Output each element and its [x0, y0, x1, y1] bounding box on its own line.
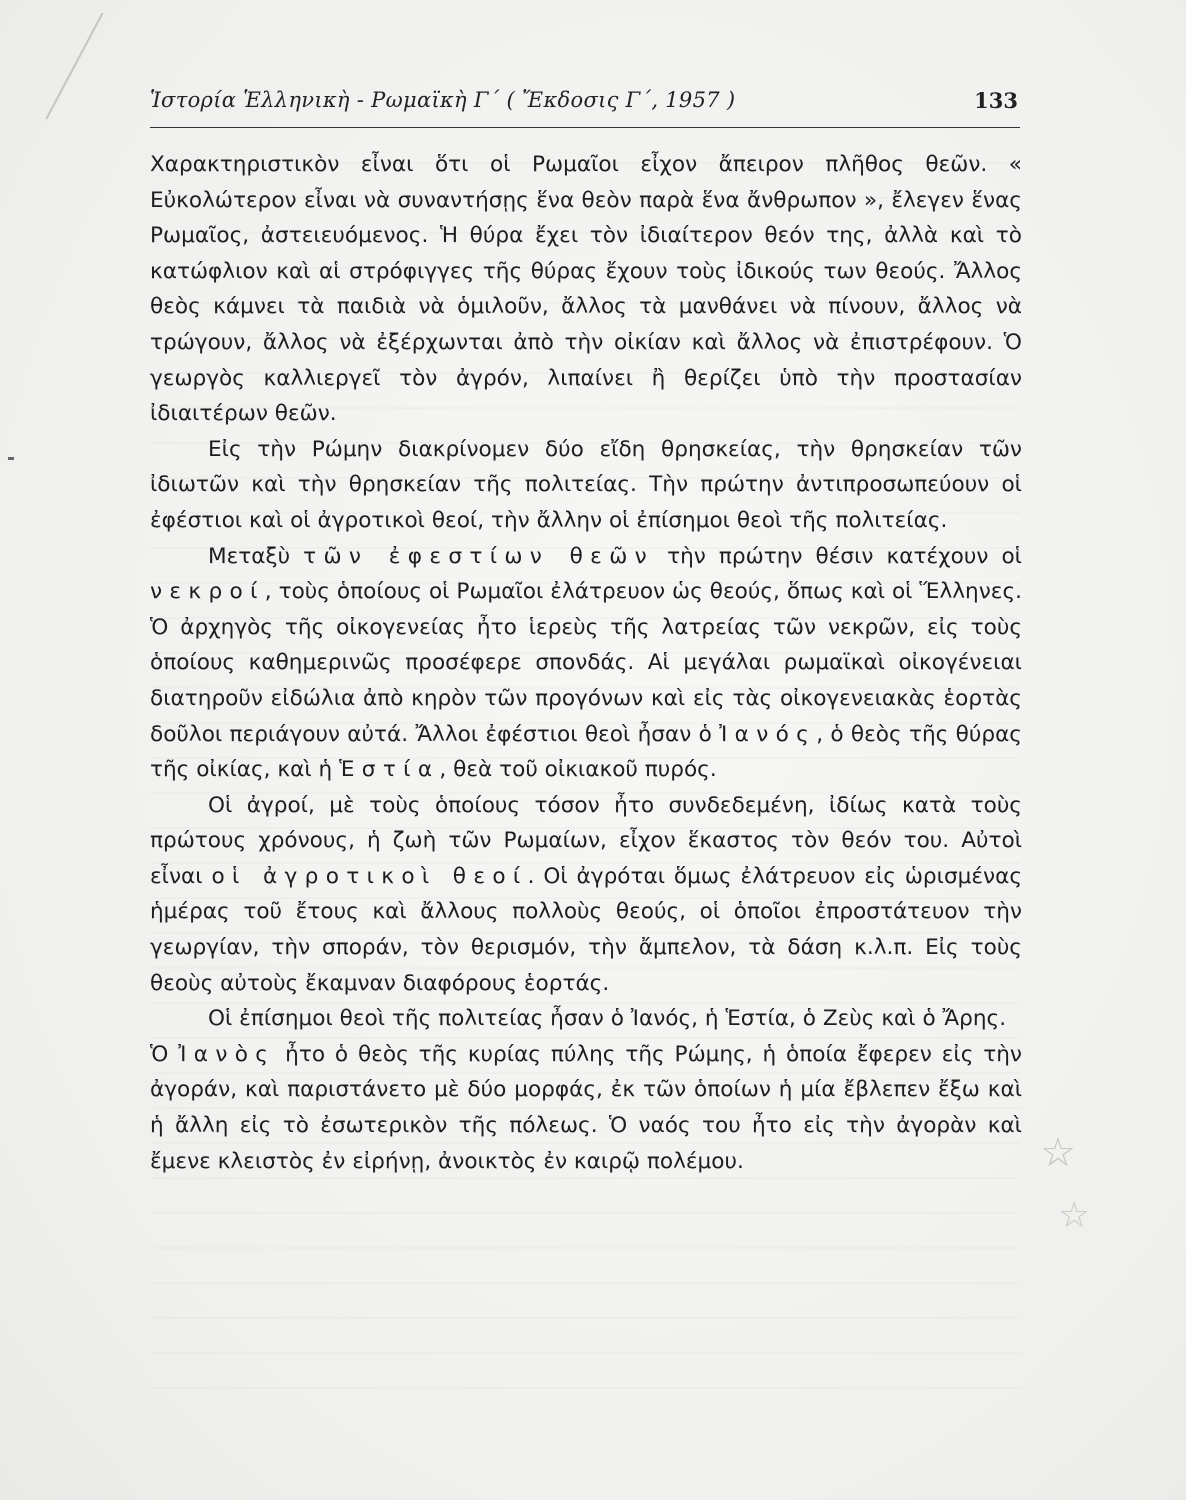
paragraph-text: , ὁ θεὸς τῆς θύρας τῆς οἰκίας, καὶ ἡ: [150, 721, 1022, 783]
paragraph-text: . Οἱ ἀγρόται ὅμως ἐλάτρευον εἰς ὡρισμένας ἡμέρας τοῦ ἔτους καὶ ἄλλους πολλοὺς θεούς, οἱ ὁποῖοι ἐπροστάτευον τὴν γεωργίαν, τὴν σποράν, τὸν θερισμόν, τὴν ἄμπελον, τὰ δάση κ.λ.π. Εἰς τοὺς θεοὺς αὐτοὺς ἔκαμναν διαφόρους ἑορτάς.: [150, 863, 1023, 996]
paragraph: [150, 539, 1022, 788]
margin-dash-mark: [8, 457, 14, 460]
paper-scuff-mark: [45, 12, 156, 147]
paragraph: [150, 432, 1022, 539]
paragraph-text: Μεταξὺ: [208, 543, 304, 569]
paragraph: [150, 147, 1022, 432]
spaced-emphasis-text: Ἰανός: [719, 721, 817, 747]
paragraph-text: , τοὺς ὁποίους οἱ Ρωμαῖοι ἐλάτρευον ὡς θεούς, ὅπως καὶ οἱ Ἕλληνες. Ὁ ἀρχηγὸς τῆς οἰκογενείας ἦτο ἱερεὺς τῆς λατρείας τῶν νεκρῶν, εἰς τοὺς ὁποίους καθημερινῶς προσέφερε σπονδάς. Αἱ μεγάλαι ρωμαϊκαὶ οἰκογένειαι διατηροῦν εἰδώλια ἀπὸ κηρὸν τῶν προγόνων καὶ εἰς τὰς οἰκογενειακὰς ἑορτὰς δοῦλοι περιάγουν αὐτά. Ἄλλοι ἐφέστιοι θεοὶ ἦσαν ὁ: [150, 579, 1022, 747]
page-number: 133: [974, 88, 1018, 113]
paragraph: [150, 1001, 1022, 1037]
paragraph: [150, 1037, 1022, 1179]
spaced-emphasis-text: τῶν ἐφεστίων θεῶν: [303, 543, 655, 569]
paragraph-text: Οἱ ἐπίσημοι θεοὶ τῆς πολιτείας ἦσαν ὁ Ἰανός, ἡ Ἑστία, ὁ Ζεὺς καὶ ὁ Ἄρης.: [208, 1006, 1007, 1032]
body-text: [150, 147, 1022, 1179]
spaced-emphasis-text: Ἰανὸς: [178, 1041, 276, 1067]
spaced-emphasis-text: Ἑστία: [339, 757, 440, 783]
spaced-emphasis-text: οἱ ἀγροτικοὶ θεοί: [211, 863, 528, 889]
paragraph-text: Οἱ ἀγροί, μὲ τοὺς ὁποίους τόσον ἦτο συνδεδεμένη, ἰδίως κατὰ τοὺς πρώτους χρόνους, ἡ ζωὴ τῶν Ρωμαίων, εἶχον ἕκαστος τὸν θεόν του. Αὐτοὶ εἶναι: [150, 792, 1022, 889]
paragraph-text: , θεὰ τοῦ οἰκιακοῦ πυρός.: [439, 757, 717, 783]
paragraph-text: Χαρακτηριστικὸν εἶναι ὅτι οἱ Ρωμαῖοι εἶχον ἄπειρον πλῆθος θεῶν. « Εὐκολώτερον εἶναι νὰ συναντήσῃς ἕνα θεὸν παρὰ ἕνα ἄνθρωπον », ἔλεγεν ἕνας Ρωμαῖος, ἀστειευόμενος. Ἡ θύρα ἔχει τὸν ἰδιαίτερον θεόν της, ἀλλὰ καὶ τὸ κατώφλιον καὶ αἱ στρόφιγγες τῆς θύρας ἔχουν τοὺς ἰδικούς των θεούς. Ἄλλος θεὸς κάμνει τὰ παιδιὰ νὰ ὁμιλοῦν, ἄλλος τὰ μανθάνει νὰ πίνουν, ἄλλος νὰ τρώγουν, ἄλλος νὰ ἐξέρχωνται ἀπὸ τὴν οἰκίαν καὶ ἄλλος νὰ ἐπιστρέφουν. Ὁ γεωργὸς καλλιεργεῖ τὸν ἀγρόν, λιπαίνει ἢ θερίζει ὑπὸ τὴν προστασίαν ἰδιαιτέρων θεῶν.: [150, 152, 1022, 427]
spaced-emphasis-text: νεκροί: [150, 579, 265, 605]
show-through-star-icon: ☆: [1058, 1195, 1091, 1236]
running-header: [150, 88, 1020, 122]
header-rule: [150, 127, 1020, 128]
paragraph: [150, 788, 1022, 1002]
paragraph-text: τὴν πρώτην θέσιν κατέχουν οἱ: [654, 543, 1022, 569]
header-title: Ἱστορία Ἑλληνικὴ - Ρωμαϊκὴ Γ΄ ( Ἔκδοσις Γ΄, 1957 ): [150, 88, 736, 112]
paragraph-text: Ὁ: [150, 1041, 179, 1067]
paragraph-text: Εἰς τὴν Ρώμην διακρίνομεν δύο εἴδη θρησκείας, τὴν θρησκείαν τῶν ἰδιωτῶν καὶ τὴν θρησκείαν τῆς πολιτείας. Τὴν πρώτην ἀντιπροσωπεύουν οἱ ἐφέστιοι καὶ οἱ ἀγροτικοὶ θεοί, τὴν ἄλλην οἱ ἐπίσημοι θεοὶ τῆς πολιτείας.: [150, 436, 1022, 533]
paragraph-text: ἦτο ὁ θεὸς τῆς κυρίας πύλης τῆς Ρώμης, ἡ ὁποία ἔφερεν εἰς τὴν ἀγοράν, καὶ παριστάνετο μὲ δύο μορφάς, ἐκ τῶν ὁποίων ἡ μία ἔβλεπεν ἔξω καὶ ἡ ἄλλη εἰς τὸ ἐσωτερικὸν τῆς πόλεως. Ὁ ναός του ἦτο εἰς τὴν ἀγορὰν καὶ ἔμενε κλειστὸς ἐν εἰρήνῃ, ἀνοικτὸς ἐν καιρῷ πολέμου.: [150, 1041, 1022, 1174]
show-through-star-icon: ☆: [1040, 1130, 1076, 1176]
